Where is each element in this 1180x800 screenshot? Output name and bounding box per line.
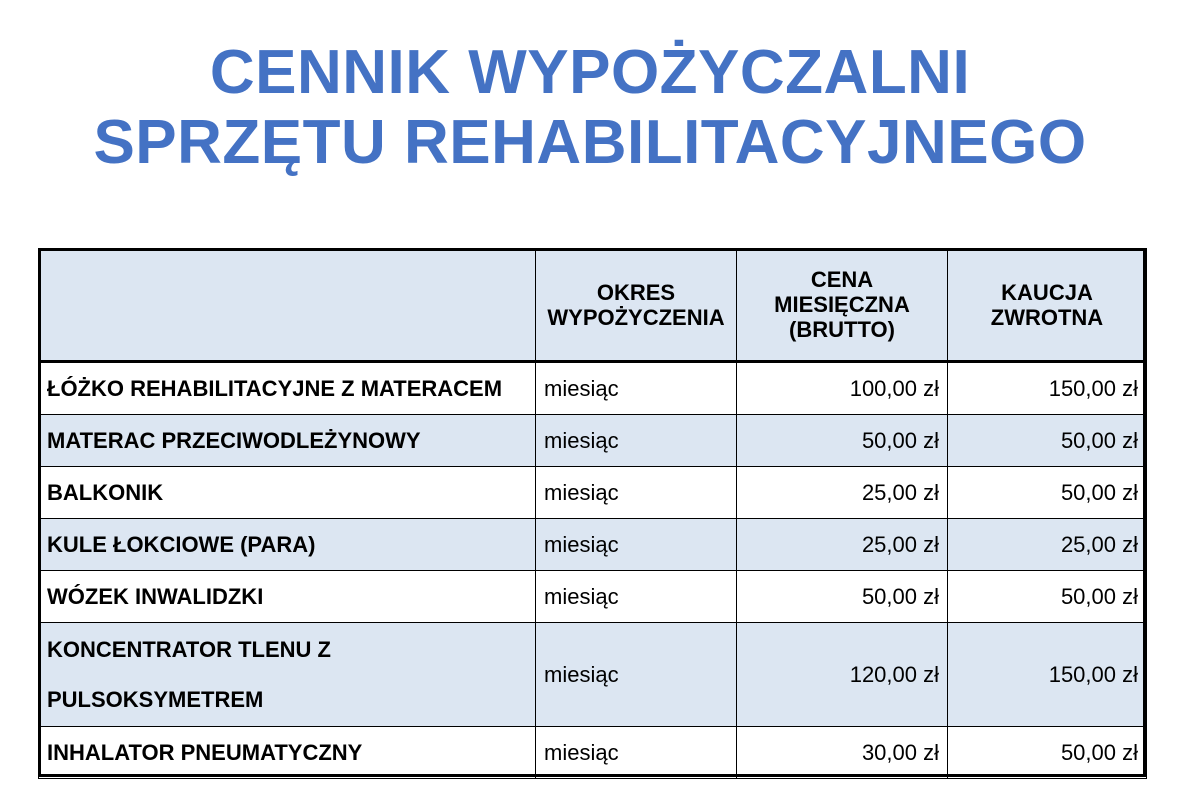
row-deposit: 50,00 zł <box>948 727 1147 779</box>
header-period <box>536 249 737 362</box>
header-price-line-2: MIESIĘCZNA <box>774 292 910 317</box>
row-deposit: 150,00 zł <box>948 362 1147 415</box>
row-price: 100,00 zł <box>737 362 948 415</box>
row-item: KULE ŁOKCIOWE (PARA) <box>39 519 536 571</box>
row-period: miesiąc <box>536 467 737 519</box>
row-period: miesiąc <box>536 727 737 779</box>
table-row <box>39 519 1147 571</box>
page-title-line-1: CENNIK WYPOŻYCZALNI <box>209 38 971 107</box>
row-item: KONCENTRATOR TLENU Z PULSOKSYMETREM <box>39 623 536 727</box>
row-item: BALKONIK <box>39 467 536 519</box>
row-deposit: 50,00 zł <box>948 571 1147 623</box>
table-row <box>39 362 1147 415</box>
header-deposit-line-1: KAUCJA <box>1001 279 1093 305</box>
row-period: miesiąc <box>536 623 737 727</box>
price-table <box>38 248 1147 779</box>
table-row <box>39 571 1147 623</box>
header-deposit <box>948 249 1147 362</box>
page-title <box>0 38 1180 178</box>
header-price-line-1: CENA <box>810 267 874 292</box>
row-deposit: 150,00 zł <box>948 623 1147 727</box>
row-period: miesiąc <box>536 519 737 571</box>
row-item: INHALATOR PNEUMATYCZNY <box>39 727 536 779</box>
header-price <box>737 249 948 362</box>
row-price: 25,00 zł <box>737 467 948 519</box>
row-deposit: 50,00 zł <box>948 415 1147 467</box>
table-row <box>39 623 1147 727</box>
row-period: miesiąc <box>536 362 737 415</box>
page-title-line-2: SPRZĘTU REHABILITACYJNEGO <box>93 108 1087 177</box>
row-price: 30,00 zł <box>737 727 948 779</box>
row-period: miesiąc <box>536 415 737 467</box>
row-item: MATERAC PRZECIWODLEŻYNOWY <box>39 415 536 467</box>
row-price: 50,00 zł <box>737 415 948 467</box>
header-price-line-3: (BRUTTO) <box>789 317 895 342</box>
header-period-text: OKRES WYPOŻYCZENIA <box>547 279 725 330</box>
row-deposit: 25,00 zł <box>948 519 1147 571</box>
row-price: 120,00 zł <box>737 623 948 727</box>
row-deposit: 50,00 zł <box>948 467 1147 519</box>
row-price: 25,00 zł <box>737 519 948 571</box>
row-period: miesiąc <box>536 571 737 623</box>
table-row <box>39 467 1147 519</box>
header-row <box>39 249 1147 362</box>
row-item: ŁÓŻKO REHABILITACYJNE Z MATERACEM <box>39 362 536 415</box>
header-item <box>39 249 536 362</box>
row-price: 50,00 zł <box>737 571 948 623</box>
table-row <box>39 727 1147 779</box>
row-item: WÓZEK INWALIDZKI <box>39 571 536 623</box>
table-row <box>39 415 1147 467</box>
header-deposit-line-2: ZWROTNA <box>990 304 1104 330</box>
